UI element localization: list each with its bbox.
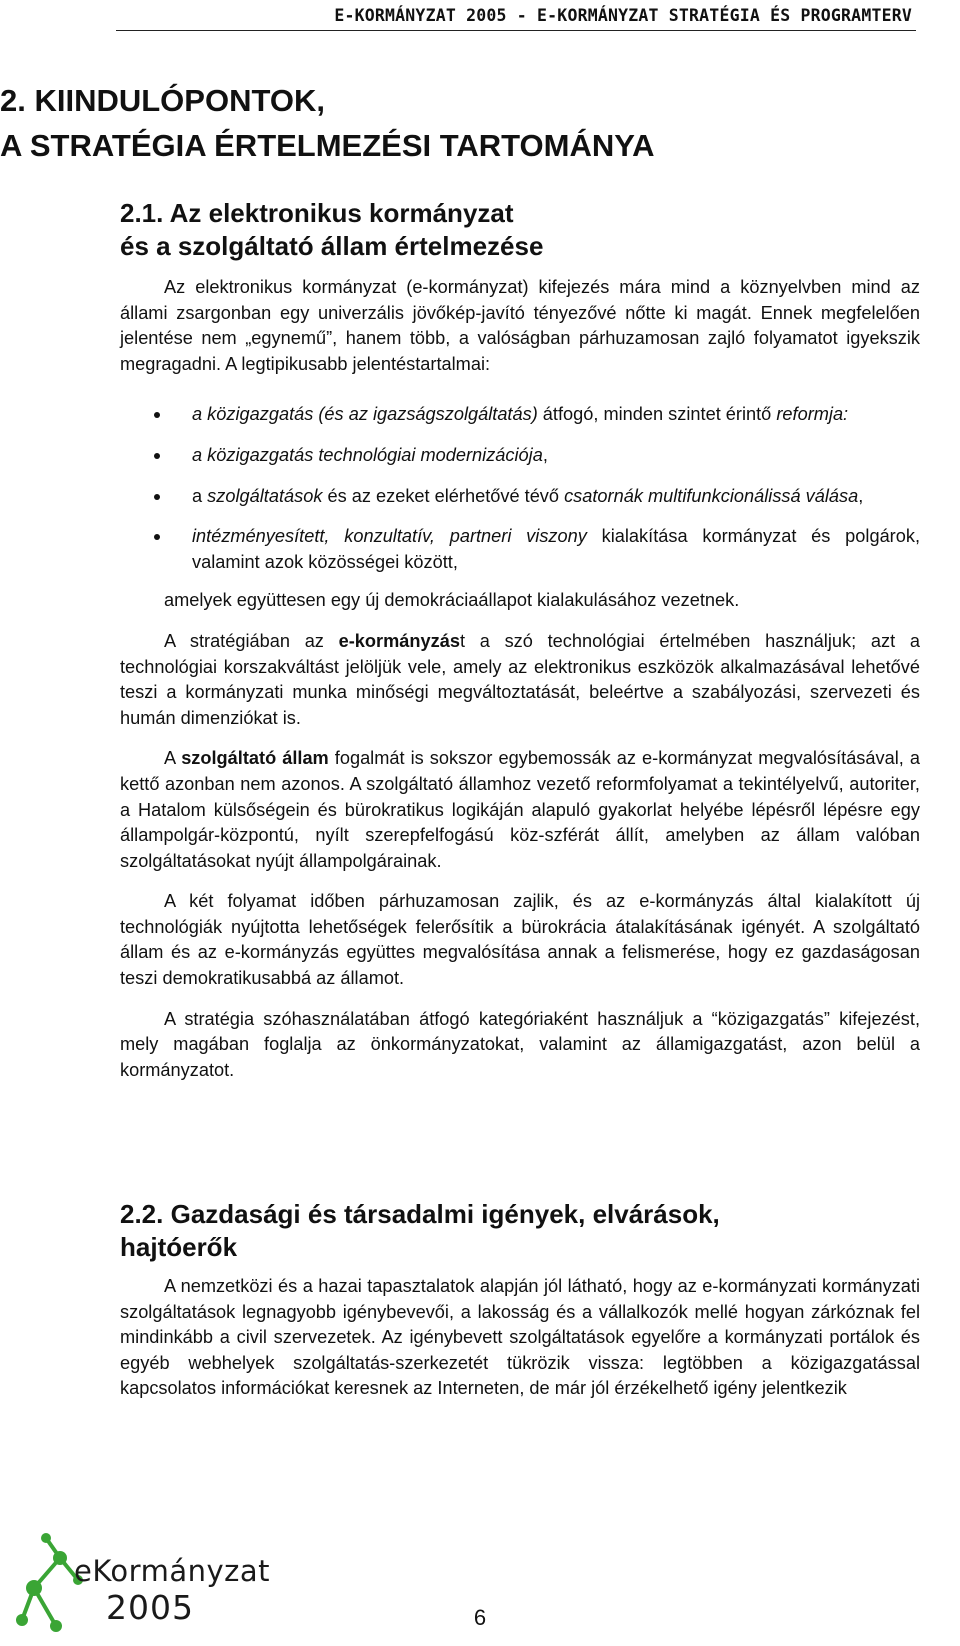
logo-wordmark: eKormányzat xyxy=(74,1554,270,1588)
section-title-2-1 xyxy=(120,197,920,263)
section-title-2-1-line2: és a szolgáltató állam értelmezése xyxy=(120,231,544,261)
paragraph-e-kormanyzas xyxy=(120,629,920,731)
list-item-emphasis: csatornák multifunkcionálissá válása xyxy=(564,485,859,506)
paragraph-szolgaltato-allam xyxy=(120,746,920,874)
section-title-2-1-line1: 2.1. Az elektronikus kormányzat xyxy=(120,198,514,228)
meaning-list xyxy=(120,402,920,575)
paragraph-ket-folyamat: A két folyamat időben párhuzamosan zajlik, és az e-kormányzás által kialakított új technológiák nyújtotta lehetőségek felerősítik a bürokrácia átalakításának igényét. A szolgáltató állam és az e-kormányzás együttes megvalósítása annak a felismerése, hogy ez gazdaságosan teszi demokratikusabbá az államot. xyxy=(120,891,920,989)
running-header: E-KORMÁNYZAT 2005 - E-KORMÁNYZAT STRATÉGIA ÉS PROGRAMTERV xyxy=(334,6,912,25)
bullet-icon xyxy=(154,494,160,500)
paragraph-igenyek: A nemzetközi és a hazai tapasztalatok alapján jól látható, hogy az e-kormányzati kormányzati szolgáltatások legnagyobb igénybevevői, a lakosság és a vállalkozók mellé hogyan zárkóznak fel mindinkább a civil szervezetek. Az igénybevett szolgáltatások egyelőre a kormányzati portálok és egyéb webhelyek szolgáltatás-szerkezetét tükrözik vissza: legtöbben a közigazgatással kapcsolatos információkat keresnek az Interneten, de már jól érzékelhető igény jelentkezik xyxy=(120,1276,920,1399)
list-item xyxy=(120,402,920,428)
key-term: e-kormányzás xyxy=(338,630,460,651)
chapter-title-line2: A STRATÉGIA ÉRTELMEZÉSI TARTOMÁNYA xyxy=(0,128,655,163)
list-item-text: , xyxy=(858,485,864,506)
list-item-text: átfogó, minden szintet érintő xyxy=(537,404,777,425)
list-item-emphasis: reformja: xyxy=(776,404,849,425)
bullet-icon xyxy=(154,412,160,418)
paragraph-text: fogalmát is sokszor egybemossák az e-kormányzat megvalósításával, a kettő azonban nem azonos. A szolgáltató államhoz vezető reformfolyamat a tekintélyelvű, autoriter, a Hatalom külsőségein és bürokratikus logikáján alapuló gyakorlat helyébe lépésről lépésre egy állampolgár-központú, nyílt szerepfelfogású köz-szférát állít, amelyben az állam valóban szolgáltatásokat nyújt állampolgárainak. xyxy=(120,748,920,871)
section-title-2-2-line2: hajtóerők xyxy=(120,1232,238,1262)
paragraph-szohasznalat: A stratégia szóhasználatában átfogó kategóriaként használjuk a “közigazgatás” kifejezést, mely magában foglalja az önkormányzatokat, valamint az államigazgatást, azon belül a kormányzatot. xyxy=(120,1008,920,1080)
section-title-2-2 xyxy=(120,1198,920,1264)
list-item xyxy=(120,484,920,510)
list-item-emphasis: szolgáltatások xyxy=(207,485,323,506)
chapter-title-line1: 2. KIINDULÓPONTOK, xyxy=(0,83,325,118)
key-term: szolgáltató állam xyxy=(181,748,329,769)
section-2-1 xyxy=(120,197,920,1083)
list-item xyxy=(120,443,920,469)
paragraph-text: A stratégiában az xyxy=(164,630,339,651)
list-item-text: kialakítása kormányzat és polgárok, valamint azok közösségei között, xyxy=(192,526,920,572)
bullet-icon xyxy=(154,453,160,459)
list-item xyxy=(120,524,920,575)
logo-year: 2005 xyxy=(106,1588,194,1627)
chapter-title xyxy=(0,78,940,168)
list-item-emphasis: a közigazgatás (és az igazságszolgáltatás) xyxy=(192,404,538,425)
intro-paragraph: Az elektronikus kormányzat (e-kormányzat) kifejezés mára mind a köznyelvben mind az állami zsargonban egy univerzális jövőkép-javító tényezővé nőtte ki magát. Ennek megfelelően jelentése nem „egynemű”, hanem több, a valóságban párhuzamosan zajló folyamatot igyekszik megragadni. A legtipikusabb jelentéstartalmai: xyxy=(120,277,920,374)
list-item-emphasis: intézményesített, konzultatív, partneri viszony xyxy=(192,526,587,547)
list-conclusion: amelyek együttesen egy új demokráciaállapot kialakulásához vezetnek. xyxy=(164,590,740,611)
bullet-icon xyxy=(154,534,160,540)
list-item-emphasis: a közigazgatás technológiai modernizációja xyxy=(192,444,543,465)
list-item-text: , xyxy=(542,444,548,465)
section-title-2-2-line1: 2.2. Gazdasági és társadalmi igények, elvárások, xyxy=(120,1199,720,1229)
paragraph-text: A xyxy=(164,748,182,769)
section-2-2 xyxy=(120,1198,920,1402)
paragraph-text: t a szó technológiai értelmében használjuk; azt a technológiai korszakváltást jelöljük vele, amely az elektronikus eszközök alkalmazásával lehetővé teszi a kormányzati munka minőségi megváltoztatását, beleértve a szabályozási, szervezeti és humán dimenziókat is. xyxy=(120,630,920,728)
list-item-text: a xyxy=(192,485,208,506)
list-item-text: és az ezeket elérhetővé tévő xyxy=(322,485,565,506)
page-number: 6 xyxy=(473,1605,487,1630)
